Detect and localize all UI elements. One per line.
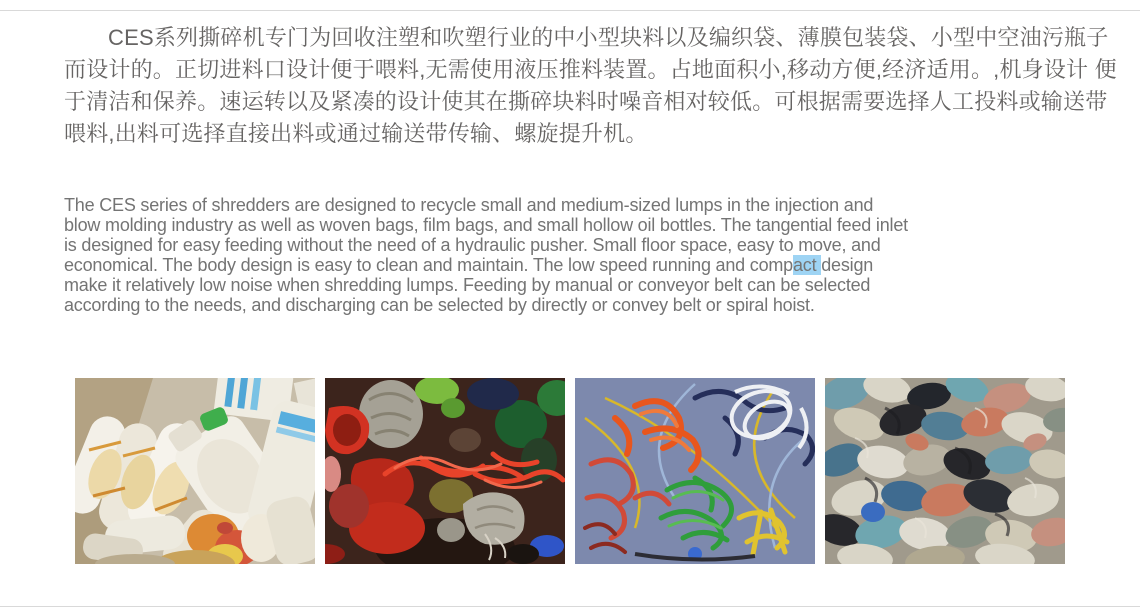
chinese-line: 而设计的。正切进料口设计便于喂料,无需使用液压推料装置。占地面积小,移动方便,经济适用。,机身设计 便 xyxy=(64,57,1117,82)
bottom-divider xyxy=(0,606,1140,607)
photo-tangled-plastic-ropes-art xyxy=(575,378,815,564)
photo-tangled-plastic-ropes xyxy=(575,378,815,564)
english-line: blow molding industry as well as woven bags, film bags, and small hollow oil bottles. The tangential feed inlet xyxy=(64,215,908,235)
english-line-with-selection xyxy=(64,255,1082,275)
chinese-line: 于清洁和保养。速运转以及紧凑的设计使其在撕碎块料时噪音相对较低。可根据需要选择人工投料或输送带 xyxy=(64,89,1108,114)
photo-white-plastic-bottles-art xyxy=(75,378,315,564)
chinese-line: CES系列撕碎机专门为回收注塑和吹塑行业的中小型块料以及编织袋、薄膜包装袋、小型中空油污瓶子 xyxy=(108,25,1109,50)
photo-red-plastic-lumps-art xyxy=(325,378,565,564)
english-line-post: design xyxy=(821,255,874,275)
chinese-description-paragraph xyxy=(64,22,1117,150)
english-line: The CES series of shredders are designed to recycle small and medium-sized lumps in the injection and xyxy=(64,195,874,215)
english-line: is designed for easy feeding without the need of a hydraulic pusher. Small floor space, easy to move, and xyxy=(64,235,881,255)
page-content xyxy=(0,11,1140,315)
photo-mixed-plastic-film-art xyxy=(825,378,1065,564)
english-line: make it relatively low noise when shredding lumps. Feeding by manual or conveyor belt can be selected xyxy=(64,275,871,295)
english-line-pre: economical. The body design is easy to clean and maintain. The low speed running and comp xyxy=(64,255,793,275)
photo-mixed-plastic-film xyxy=(825,378,1065,564)
material-photo-strip xyxy=(75,378,1065,564)
english-line: according to the needs, and discharging can be selected by directly or convey belt or spiral hoist. xyxy=(64,295,815,315)
photo-white-plastic-bottles xyxy=(75,378,315,564)
english-description-paragraph xyxy=(64,195,1082,315)
chinese-line: 喂料,出料可选择直接出料或通过输送带传输、螺旋提升机。 xyxy=(64,121,648,146)
photo-red-plastic-lumps xyxy=(325,378,565,564)
text-selection-highlight[interactable]: act xyxy=(793,255,822,275)
